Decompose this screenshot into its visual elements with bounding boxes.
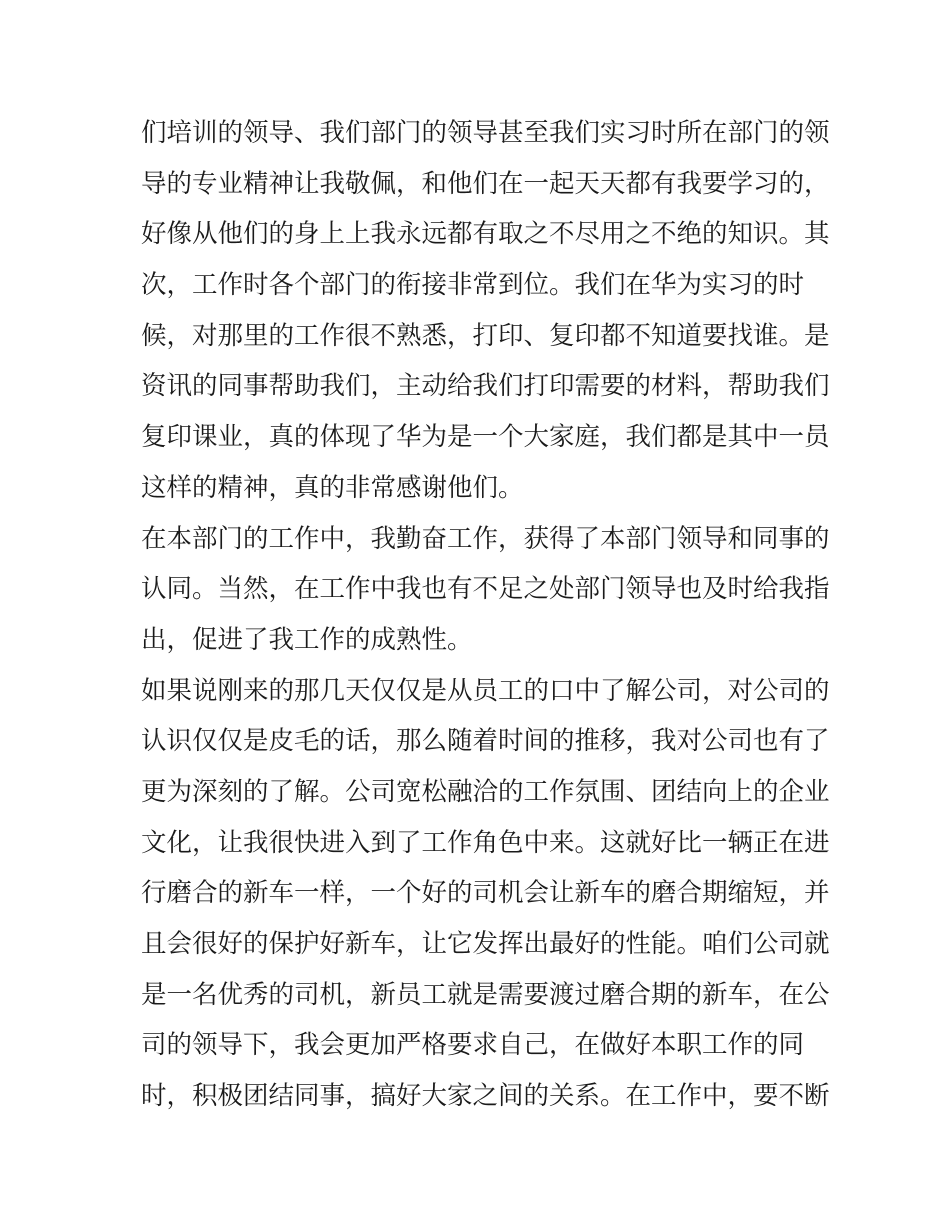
body-text bbox=[141, 108, 830, 1122]
text-line: 导的专业精神让我敬佩，和他们在一起天天都有我要学习的， bbox=[141, 168, 830, 199]
text-line: 文化，让我很快进入到了工作角色中来。这就好比一辆正在进 bbox=[141, 827, 830, 858]
text-line: 是一名优秀的司机，新员工就是需要渡过磨合期的新车，在公 bbox=[141, 979, 830, 1010]
text-line: 次，工作时各个部门的衔接非常到位。我们在华为实习的时 bbox=[141, 270, 805, 301]
text-line: 资讯的同事帮助我们，主动给我们打印需要的材料，帮助我们 bbox=[141, 371, 830, 402]
text-line: 如果说刚来的那几天仅仅是从员工的口中了解公司，对公司的 bbox=[141, 675, 830, 706]
text-line: 认同。当然，在工作中我也有不足之处部门领导也及时给我指 bbox=[141, 574, 830, 605]
text-line: 复印课业，真的体现了华为是一个大家庭，我们都是其中一员 bbox=[141, 422, 830, 453]
text-line: 好像从他们的身上上我永远都有取之不尽用之不绝的知识。其 bbox=[141, 219, 830, 250]
text-line: 在本部门的工作中，我勤奋工作，获得了本部门领导和同事的 bbox=[141, 523, 830, 554]
text-line: 且会很好的保护好新车，让它发挥出最好的性能。咱们公司就 bbox=[141, 929, 830, 959]
text-line: 认识仅仅是皮毛的话，那么随着时间的推移，我对公司也有了 bbox=[141, 726, 830, 757]
text-line: 更为深刻的了解。公司宽松融洽的工作氛围、团结向上的企业 bbox=[141, 776, 830, 807]
text-line: 们培训的领导、我们部门的领导甚至我们实习时所在部门的领 bbox=[141, 118, 830, 148]
text-line: 这样的精神，真的非常感谢他们。 bbox=[141, 472, 524, 503]
text-line: 司的领导下，我会更加严格要求自己，在做好本职工作的同 bbox=[141, 1030, 805, 1061]
text-line: 行磨合的新车一样，一个好的司机会让新车的磨合期缩短，并 bbox=[141, 878, 830, 909]
text-line: 候，对那里的工作很不熟悉，打印、复印都不知道要找谁。是 bbox=[141, 320, 830, 351]
text-line: 出，促进了我工作的成熟性。 bbox=[141, 624, 473, 655]
text-line: 时，积极团结同事，搞好大家之间的关系。在工作中，要不断 bbox=[141, 1081, 830, 1112]
